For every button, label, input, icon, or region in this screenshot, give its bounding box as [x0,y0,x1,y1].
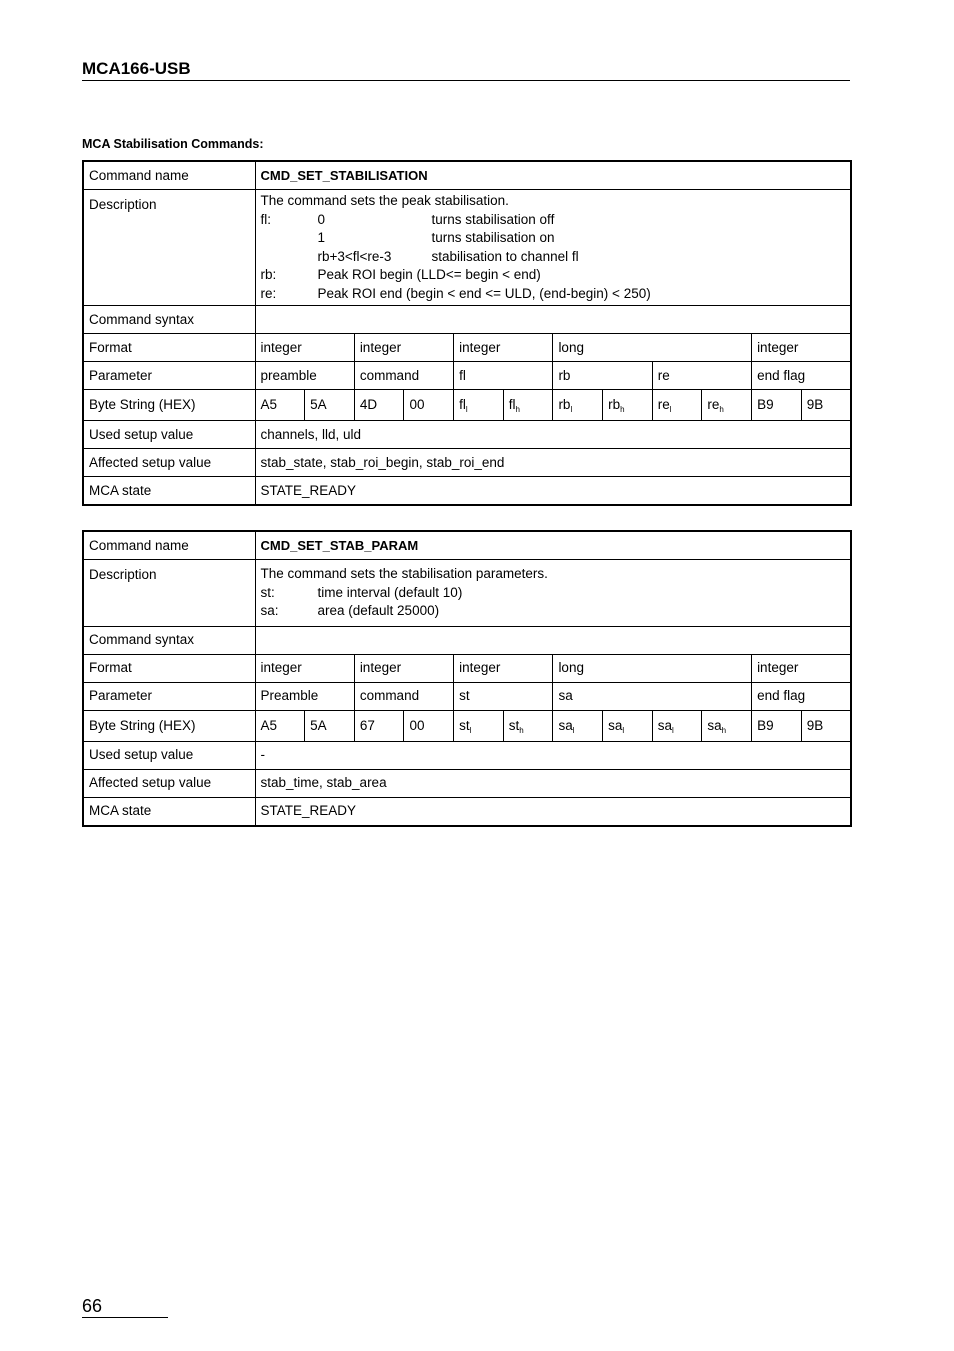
byte-value: 9B [806,717,824,733]
mca-state-label: MCA state [83,477,255,506]
affected-setup-label: Affected setup value [83,449,255,477]
byte-cell [454,390,504,421]
command-table-set-stabilisation [82,160,852,506]
byte-subscript: l [572,725,575,735]
byte-cell [553,390,603,421]
description-key: fl: [260,211,272,227]
command-syntax-row [83,306,851,334]
description-value: area (default 25000) [317,603,440,618]
affected-setup-row [83,769,851,797]
format-cell: integer [354,654,453,682]
byte-value: st [459,717,470,733]
affected-setup-row [83,449,851,477]
byte-subscript: h [721,725,727,735]
format-row [83,334,851,362]
byte-cell [503,710,553,741]
byte-string-row [83,710,851,741]
description-text [255,560,851,627]
description-value: 0 [317,211,326,227]
description-line [261,602,845,621]
byte-cell [652,710,702,741]
byte-value: sa [707,717,722,733]
byte-value: A5 [260,717,278,733]
command-name-row [83,531,851,560]
format-cell: integer [752,334,851,362]
byte-cell [255,390,305,421]
byte-subscript: l [672,725,674,735]
byte-subscript: h [719,405,724,414]
byte-subscript: l [622,725,625,735]
byte-cell [801,710,851,741]
byte-cell [752,390,802,421]
byte-cell [404,390,454,421]
byte-value: re [657,397,670,412]
byte-subscript: h [620,405,625,414]
parameter-label: Parameter [83,682,255,710]
byte-value: rb [558,397,571,412]
byte-value: 67 [359,717,375,733]
parameter-label: Parameter [83,362,255,390]
byte-cell [354,710,404,741]
byte-subscript: l [465,405,468,414]
mca-state-value: STATE_READY [255,797,851,826]
mca-state-row [83,477,851,506]
mca-state-label: MCA state [83,797,255,826]
byte-subscript: l [669,405,672,414]
byte-string-row [83,390,851,421]
byte-cell [255,710,305,741]
format-cell: long [553,654,752,682]
parameter-cell: command [354,682,453,710]
section-title: MCA Stabilisation Commands: [82,137,264,151]
description-note: stabilisation to channel fl [431,248,579,264]
command-syntax-label: Command syntax [83,306,255,334]
page-number-rule [82,1317,168,1318]
used-setup-row [83,421,851,449]
byte-value: 4D [359,397,378,412]
description-text [255,190,851,306]
description-line [261,584,845,603]
description-note: turns stabilisation off [431,211,555,227]
byte-subscript: h [519,725,524,735]
parameter-cell: end flag [752,362,851,390]
format-label: Format [83,334,255,362]
byte-value: st [508,717,520,733]
description-value: time interval (default 10) [317,584,463,600]
byte-cell [652,390,702,421]
byte-subscript: l [570,405,573,414]
byte-cell [702,390,752,421]
byte-cell [553,710,603,741]
used-setup-label: Used setup value [83,421,255,449]
byte-cell [603,710,653,741]
parameter-cell: preamble [255,362,354,390]
byte-value: sa [558,717,573,733]
command-table-set-stab-param [82,530,852,827]
byte-value: 5A [310,397,327,412]
description-label: Description [83,560,255,627]
byte-value: 5A [310,717,327,733]
description-note: turns stabilisation on [431,230,555,245]
description-value: 1 [317,230,326,245]
byte-value: 00 [409,397,425,412]
command-name-row [83,161,851,190]
byte-cell [801,390,851,421]
byte-value: 9B [806,397,824,412]
command-name-value: CMD_SET_STAB_PARAM [255,531,851,560]
description-line [261,211,845,230]
byte-value: B9 [757,717,774,733]
affected-setup-value: stab_time, stab_area [255,769,851,797]
used-setup-value: - [255,741,851,769]
format-row [83,654,851,682]
affected-setup-label: Affected setup value [83,769,255,797]
byte-cell [503,390,553,421]
command-syntax-row [83,626,851,654]
description-key: rb: [260,267,277,282]
document-title: MCA166-USB [82,59,191,78]
parameter-cell: Preamble [255,682,354,710]
byte-cell [404,710,454,741]
mca-state-value: STATE_READY [255,477,851,506]
description-key: st: [260,584,275,600]
description-line [261,285,845,304]
description-line [261,229,845,248]
parameter-cell: re [652,362,751,390]
header-rule [82,80,850,81]
parameter-cell: sa [553,682,752,710]
byte-string-label: Byte String (HEX) [83,710,255,741]
byte-value: fl [459,397,466,412]
byte-value: sa [608,717,623,733]
description-line [261,266,845,285]
byte-cell [702,710,752,741]
byte-value: fl [508,397,516,412]
byte-subscript: h [515,405,520,414]
description-intro: The command sets the peak stabilisation. [260,193,509,208]
byte-value: sa [657,717,673,733]
mca-state-row [83,797,851,826]
description-key: re: [260,285,277,301]
description-intro: The command sets the stabilisation parameters. [260,566,548,581]
byte-cell [305,390,355,421]
command-syntax-value [255,306,851,334]
description-line [261,248,845,267]
command-name-label: Command name [83,531,255,560]
description-label: Description [83,190,255,306]
byte-cell [752,710,802,741]
format-cell: integer [255,654,354,682]
command-syntax-label: Command syntax [83,626,255,654]
byte-cell [454,710,504,741]
byte-value: A5 [260,397,278,412]
byte-cell [305,710,355,741]
byte-value: re [707,397,720,412]
format-label: Format [83,654,255,682]
format-cell: integer [255,334,354,362]
parameter-row [83,682,851,710]
affected-setup-value: stab_state, stab_roi_begin, stab_roi_end [255,449,851,477]
format-cell: integer [454,334,553,362]
parameter-cell: fl [454,362,553,390]
format-cell: integer [454,654,553,682]
format-cell: integer [354,334,453,362]
description-row [83,190,851,306]
byte-cell [354,390,404,421]
description-row [83,560,851,627]
byte-value: rb [608,397,621,412]
byte-value: 00 [409,717,425,733]
page-number: 66 [82,1296,103,1316]
byte-value: B9 [757,397,774,412]
description-value: Peak ROI end (begin < end <= ULD, (end-begin) < 250) [317,285,651,301]
command-syntax-value [255,626,851,654]
description-value: rb+3<fl<re-3 [317,248,392,264]
description-key: sa: [260,603,279,618]
parameter-cell: rb [553,362,652,390]
parameter-cell: st [454,682,553,710]
format-cell: integer [752,654,851,682]
parameter-cell: end flag [752,682,851,710]
byte-subscript: l [469,725,472,735]
used-setup-row [83,741,851,769]
parameter-cell: command [354,362,453,390]
byte-cell [603,390,653,421]
used-setup-value: channels, lld, uld [255,421,851,449]
description-value: Peak ROI begin (LLD<= begin < end) [317,267,541,282]
command-name-label: Command name [83,161,255,190]
format-cell: long [553,334,752,362]
parameter-row [83,362,851,390]
used-setup-label: Used setup value [83,741,255,769]
byte-string-label: Byte String (HEX) [83,390,255,421]
command-name-value: CMD_SET_STABILISATION [255,161,851,190]
